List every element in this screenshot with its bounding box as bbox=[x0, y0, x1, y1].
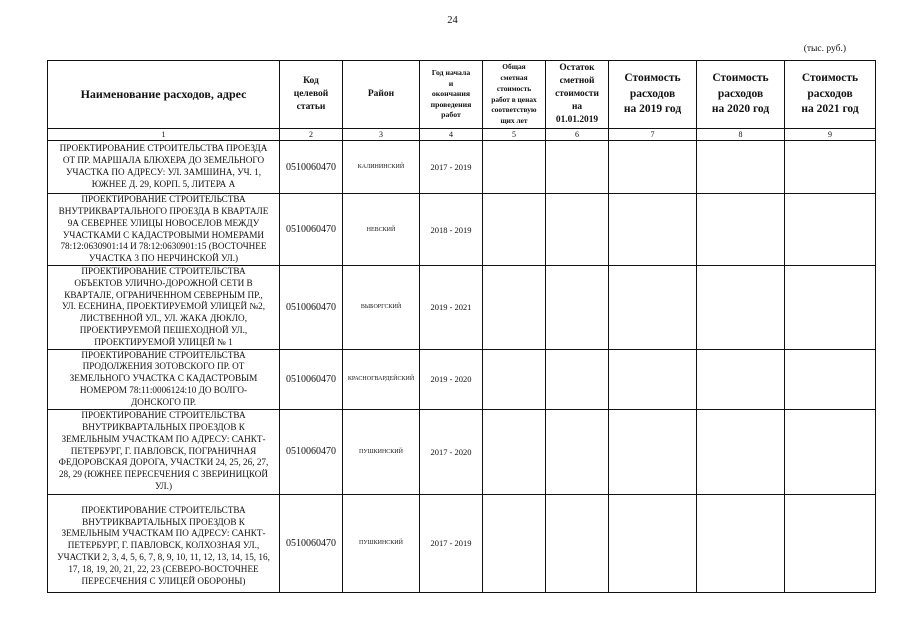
cell-cost-2019 bbox=[609, 494, 697, 592]
cell-name: ПРОЕКТИРОВАНИЕ СТРОИТЕЛЬСТВА ПРОЕЗДА ОТ ПР. МАРШАЛА БЛЮХЕРА ДО ЗЕМЕЛЬНОГО УЧАСТКА ПО АДРЕСУ: УЛ. ЗАМШИНА, УЧ. 1, ЮЖНЕЕ Д. 29, КОРП. 5, ЛИТЕРА А bbox=[48, 141, 280, 194]
table-row bbox=[48, 409, 876, 494]
cell-years: 2017 - 2020 bbox=[420, 409, 483, 494]
cell-years: 2017 - 2019 bbox=[420, 141, 483, 194]
cell-name: ПРОЕКТИРОВАНИЕ СТРОИТЕЛЬСТВА ВНУТРИКВАРТАЛЬНЫХ ПРОЕЗДОВ К ЗЕМЕЛЬНЫМ УЧАСТКАМ ПО АДРЕСУ: САНКТ- ПЕТЕРБУРГ, Г. ПАВЛОВСК, КОЛХОЗНАЯ УЛ., УЧАСТКИ 2, 3, 4, 5, 6, 7, 8, 9, 10, 11, 12, 13, 14, 15, 16, 17, 18, 19, 20, 21, 22, 23 (СЕВЕРО-ВОСТОЧНЕЕ ПЕРЕСЕЧЕНИЯ С УЛИЦЕЙ ОБОРОНЫ) bbox=[48, 494, 280, 592]
cell-total-cost bbox=[483, 266, 546, 350]
cell-remaining-cost bbox=[546, 409, 609, 494]
header-years: Год начала и окончания проведения работ bbox=[420, 61, 483, 129]
cell-code: 0510060470 bbox=[280, 194, 343, 266]
table-body bbox=[48, 141, 876, 593]
cell-code: 0510060470 bbox=[280, 349, 343, 409]
budget-table bbox=[47, 60, 876, 593]
cell-district: КРАСНОГВАРДЕЙСКИЙ bbox=[343, 349, 420, 409]
cell-cost-2020 bbox=[697, 141, 785, 194]
table-row bbox=[48, 266, 876, 350]
cell-cost-2020 bbox=[697, 349, 785, 409]
table-row bbox=[48, 194, 876, 266]
cell-code: 0510060470 bbox=[280, 494, 343, 592]
cell-district: ВЫБОРГСКИЙ bbox=[343, 266, 420, 350]
column-number: 1 bbox=[48, 129, 280, 141]
cell-remaining-cost bbox=[546, 349, 609, 409]
cell-cost-2019 bbox=[609, 141, 697, 194]
table-row bbox=[48, 141, 876, 194]
cell-cost-2020 bbox=[697, 194, 785, 266]
page-number: 24 bbox=[447, 15, 458, 26]
cell-cost-2020 bbox=[697, 409, 785, 494]
cell-cost-2021 bbox=[785, 349, 876, 409]
cell-name: ПРОЕКТИРОВАНИЕ СТРОИТЕЛЬСТВА ПРОДОЛЖЕНИЯ ЗОТОВСКОГО ПР. ОТ ЗЕМЕЛЬНОГО УЧАСТКА С КАДАСТРОВЫМ НОМЕРОМ 78:11:0006124:10 ДО ВОЛГО- ДОНСКОГО ПР. bbox=[48, 349, 280, 409]
cell-code: 0510060470 bbox=[280, 141, 343, 194]
column-number: 2 bbox=[280, 129, 343, 141]
table-header-row bbox=[48, 61, 876, 129]
cell-cost-2019 bbox=[609, 349, 697, 409]
cell-remaining-cost bbox=[546, 494, 609, 592]
header-code: Код целевой статьи bbox=[280, 61, 343, 129]
cell-years: 2017 - 2019 bbox=[420, 494, 483, 592]
column-number: 4 bbox=[420, 129, 483, 141]
cell-remaining-cost bbox=[546, 266, 609, 350]
cell-cost-2021 bbox=[785, 409, 876, 494]
cell-district: ПУШКИНСКИЙ bbox=[343, 409, 420, 494]
header-name: Наименование расходов, адрес bbox=[48, 61, 280, 129]
cell-cost-2019 bbox=[609, 266, 697, 350]
cell-name: ПРОЕКТИРОВАНИЕ СТРОИТЕЛЬСТВА ОБЪЕКТОВ УЛИЧНО-ДОРОЖНОЙ СЕТИ В КВАРТАЛЕ, ОГРАНИЧЕННОМ СЕВЕРНЫМ ПР., УЛ. ЕСЕНИНА, ПРОЕКТИРУЕМОЙ УЛИЦЕЙ №2, ЛИСТВЕННОЙ УЛ., УЛ. ЖАКА ДЮКЛО, ПРОЕКТИРУЕМОЙ ПЕШЕХОДНОЙ УЛ., ПРОЕКТИРУЕМОЙ УЛИЦЕЙ № 1 bbox=[48, 266, 280, 350]
column-number: 6 bbox=[546, 129, 609, 141]
table-row bbox=[48, 494, 876, 592]
cell-years: 2018 - 2019 bbox=[420, 194, 483, 266]
cell-years: 2019 - 2020 bbox=[420, 349, 483, 409]
cell-total-cost bbox=[483, 194, 546, 266]
cell-cost-2020 bbox=[697, 266, 785, 350]
header-cost-2021: Стоимость расходов на 2021 год bbox=[785, 61, 876, 129]
cell-cost-2020 bbox=[697, 494, 785, 592]
cell-total-cost bbox=[483, 494, 546, 592]
column-number-row bbox=[48, 129, 876, 141]
cell-cost-2019 bbox=[609, 194, 697, 266]
cell-cost-2021 bbox=[785, 266, 876, 350]
cell-district: КАЛИНИНСКИЙ bbox=[343, 141, 420, 194]
cell-total-cost bbox=[483, 409, 546, 494]
table-row bbox=[48, 349, 876, 409]
cell-cost-2021 bbox=[785, 141, 876, 194]
cell-code: 0510060470 bbox=[280, 266, 343, 350]
column-number: 7 bbox=[609, 129, 697, 141]
cell-code: 0510060470 bbox=[280, 409, 343, 494]
units-note: (тыс. руб.) bbox=[803, 44, 846, 54]
cell-name: ПРОЕКТИРОВАНИЕ СТРОИТЕЛЬСТВА ВНУТРИКВАРТАЛЬНЫХ ПРОЕЗДОВ К ЗЕМЕЛЬНЫМ УЧАСТКАМ ПО АДРЕСУ: САНКТ- ПЕТЕРБУРГ, Г. ПАВЛОВСК, ПОГРАНИЧНАЯ ФЕДОРОВСКАЯ ДОРОГА, УЧАСТКИ 24, 25, 26, 27, 28, 29 (ЮЖНЕЕ ПЕРЕСЕЧЕНИЯ С ЗВЕРИНИЦКОЙ УЛ.) bbox=[48, 409, 280, 494]
cell-remaining-cost bbox=[546, 141, 609, 194]
cell-total-cost bbox=[483, 141, 546, 194]
cell-total-cost bbox=[483, 349, 546, 409]
cell-cost-2019 bbox=[609, 409, 697, 494]
cell-district: НЕВСКИЙ bbox=[343, 194, 420, 266]
cell-name: ПРОЕКТИРОВАНИЕ СТРОИТЕЛЬСТВА ВНУТРИКВАРТАЛЬНОГО ПРОЕЗДА В КВАРТАЛЕ 9А СЕВЕРНЕЕ УЛИЦЫ НОВОСЕЛОВ МЕЖДУ УЧАСТКАМИ С КАДАСТРОВЫМИ НОМЕРАМИ 78:12:0630901:14 И 78:12:0630901:15 (ВОСТОЧНЕЕ УЧАСТКА 3 ПО НЕРЧИНСКОЙ УЛ.) bbox=[48, 194, 280, 266]
header-cost-2019: Стоимость расходов на 2019 год bbox=[609, 61, 697, 129]
column-number: 9 bbox=[785, 129, 876, 141]
cell-cost-2021 bbox=[785, 494, 876, 592]
header-remaining-cost: Остаток сметной стоимости на 01.01.2019 bbox=[546, 61, 609, 129]
cell-cost-2021 bbox=[785, 194, 876, 266]
cell-years: 2019 - 2021 bbox=[420, 266, 483, 350]
column-number: 8 bbox=[697, 129, 785, 141]
column-number: 5 bbox=[483, 129, 546, 141]
cell-district: ПУШКИНСКИЙ bbox=[343, 494, 420, 592]
header-district: Район bbox=[343, 61, 420, 129]
header-cost-2020: Стоимость расходов на 2020 год bbox=[697, 61, 785, 129]
table-head bbox=[48, 61, 876, 141]
header-total-cost: Общая сметная стоимость работ в ценах соответствую щих лет bbox=[483, 61, 546, 129]
cell-remaining-cost bbox=[546, 194, 609, 266]
column-number: 3 bbox=[343, 129, 420, 141]
